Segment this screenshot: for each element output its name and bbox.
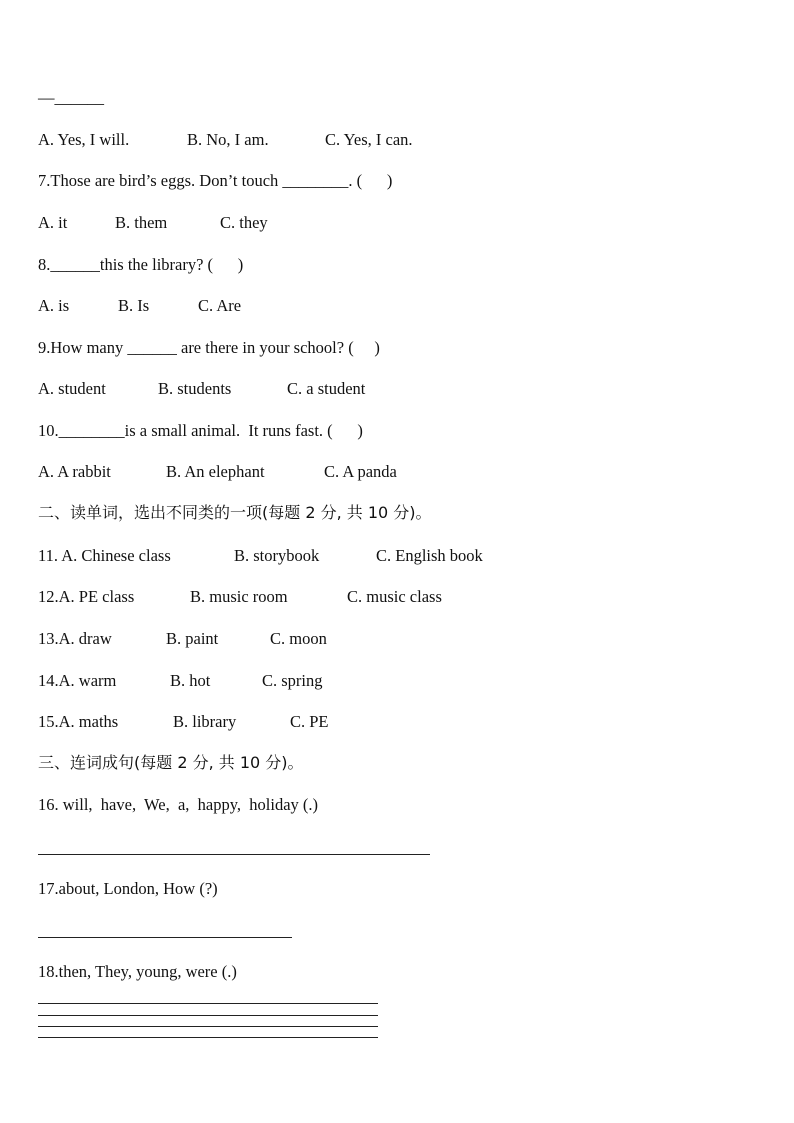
q17-answer-line[interactable] [38,937,292,938]
q12-option-c: C. music class [347,587,442,606]
q6-option-b: B. No, I am. [187,130,269,149]
q18-stem: 18.then, They, young, were (.) [38,962,237,981]
q9-option-a: A. student [38,379,106,398]
q8-option-a: A. is [38,296,70,315]
q9-option-b: B. students [158,379,232,398]
q15-option-c: C. PE [290,712,329,731]
q11-option-a: 11. A. Chinese class [38,546,171,565]
q7-option-a: A. it [38,213,68,232]
q8-stem: 8.______this the library? ( ) [38,255,244,274]
q10-option-c: C. A panda [324,462,397,481]
q7-option-b: B. them [115,213,168,232]
q14-option-b: B. hot [170,671,211,690]
q6-option-c: C. Yes, I can. [325,130,413,149]
q14-option-c: C. spring [262,671,323,690]
q11-option-c: C. English book [376,546,483,565]
q6-option-a: A. Yes, I will. [38,130,130,149]
q7-stem: 7.Those are bird’s eggs. Don’t touch ________. ( ) [38,171,393,190]
q15-option-a: 15.A. maths [38,712,119,731]
q14-option-a: 14.A. warm [38,671,117,690]
q8-option-c: C. Are [198,296,242,315]
q8-option-b: B. Is [118,296,150,315]
section-3-heading: 三、连词成句(每题 2 分, 共 10 分)。 [38,753,304,772]
q10-option-b: B. An elephant [166,462,265,481]
q18-answer-line[interactable] [38,1037,378,1038]
q15-option-b: B. library [173,712,237,731]
q10-stem: 10.________is a small animal. It runs fast. ( ) [38,421,363,440]
q16-stem: 16. will, have, We, a, happy, holiday (.) [38,795,319,814]
q10-option-a: A. A rabbit [38,462,111,481]
q6-answer-blank: —______ [38,88,104,107]
q17-stem: 17.about, London, How (?) [38,879,218,898]
q18-answer-line[interactable] [38,1026,378,1027]
q13-option-b: B. paint [166,629,219,648]
q7-option-c: C. they [220,213,268,232]
q12-option-b: B. music room [190,587,288,606]
q9-stem: 9.How many ______ are there in your school? ( ) [38,338,380,357]
q9-option-c: C. a student [287,379,366,398]
q18-answer-line[interactable] [38,1015,378,1016]
q18-answer-line[interactable] [38,1003,378,1004]
q12-option-a: 12.A. PE class [38,587,135,606]
q13-option-a: 13.A. draw [38,629,112,648]
q13-option-c: C. moon [270,629,327,648]
q11-option-b: B. storybook [234,546,320,565]
q16-answer-line[interactable] [38,854,430,855]
section-2-heading: 二、读单词，选出不同类的一项(每题 2 分, 共 10 分)。 [38,503,432,522]
